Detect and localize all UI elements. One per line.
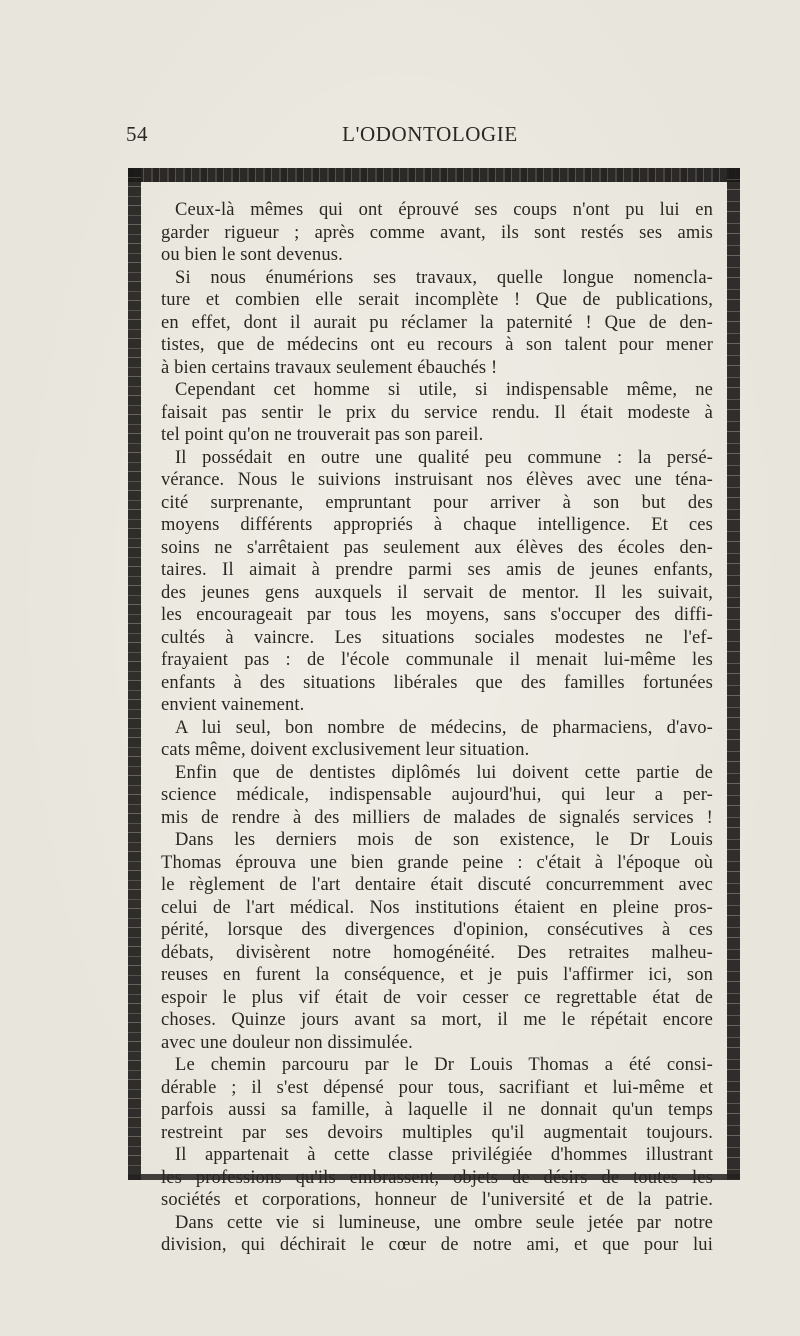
text-line: enfants à des situations libérales que des familles fortunées [161,672,713,693]
text-line: ture et combien elle serait incomplète ! Que de publications, [161,290,713,310]
text-line: des jeunes gens auxquels il servait de mentor. Il les suivait, [161,582,713,603]
text-line: Il appartenait à cette classe privilégiée d'hommes illustrant [175,1145,713,1165]
text-line: vérance. Nous le suivions instruisant nos élèves avec une téna- [161,470,713,490]
text-line: tel point qu'on ne trouverait pas son pareil. [161,425,484,445]
text-line: à bien certains travaux seulement ébauchés ! [161,357,498,378]
border-top [128,168,740,182]
text-line: cité surprenante, empruntant pour arriver à son but des [161,492,713,513]
body-text [161,199,713,1257]
text-line: périté, lorsque des divergences d'opinion, consécutives à ces [161,920,713,940]
text-line: les encourageait par tous les moyens, sans s'occuper des diffi- [161,605,713,625]
text-line: Ceux-là mêmes qui ont éprouvé ses coups n'ont pu lui en [175,200,713,220]
text-line: Dans cette vie si lumineuse, une ombre seule jetée par notre [175,1212,713,1233]
running-title: L'ODONTOLOGIE [342,122,518,146]
text-line: parfois aussi sa famille, à laquelle il ne donnait qu'un temps [161,1100,713,1120]
text-line: Le chemin parcouru par le Dr Louis Thomas a été consi- [175,1055,713,1075]
text-line: espoir le plus vif était de voir cesser ce regrettable état de [161,987,713,1008]
text-line: reuses en furent la conséquence, et je puis l'affirmer ici, son [161,965,713,985]
text-line: faisait pas sentir le prix du service rendu. Il était modeste à [161,402,713,423]
text-line: Thomas éprouva une bien grande peine : c'était à l'époque où [161,852,713,873]
text-line: division, qui déchirait le cœur de notre ami, et que pour lui [161,1235,713,1255]
text-line: science médicale, indispensable aujourd'hui, qui leur a per- [161,785,713,805]
text-line: dérable ; il s'est dépensé pour tous, sacrifiant et lui-même et [161,1077,713,1098]
text-line: taires. Il aimait à prendre parmi ses amis de jeunes enfants, [161,560,713,580]
text-line: Cependant cet homme si utile, si indispensable même, ne [175,380,713,400]
text-line: frayaient pas : de l'école communale il menait lui-même les [161,650,713,670]
text-line: Il possédait en outre une qualité peu commune : la persé- [175,447,713,468]
text-line: tistes, que de médecins ont eu recours à son talent pour mener [161,335,713,355]
text-line: mis de rendre à des milliers de malades de signalés services ! [161,807,713,828]
text-line: celui de l'art médical. Nos institutions étaient en pleine pros- [161,897,713,918]
text-line: débats, divisèrent notre homogénéité. Des retraites malheu- [161,942,713,963]
text-line: cats même, doivent exclusivement leur situation. [161,740,530,760]
text-line: le règlement de l'art dentaire était discuté concurremment avec [161,875,713,895]
text-line: moyens différents appropriés à chaque intelligence. Et ces [161,515,713,535]
text-line: Si nous énumérions ses travaux, quelle longue nomencla- [175,267,713,288]
text-line: A lui seul, bon nombre de médecins, de pharmaciens, d'avo- [175,717,713,738]
running-head [0,122,800,152]
text-line: envient vainement. [161,695,305,715]
text-line: choses. Quinze jours avant sa mort, il me le répétait encore [161,1010,713,1030]
text-line: les professions qu'ils embrassent, objets de désirs de toutes les [161,1167,713,1188]
text-line: sociétés et corporations, honneur de l'université et de la patrie. [161,1190,713,1210]
border-left [128,168,141,1180]
text-line: Enfin que de dentistes diplômés lui doivent cette partie de [175,762,713,783]
text-line: restreint par ses devoirs multiples qu'il augmentait toujours. [161,1122,713,1143]
border-right [727,168,740,1180]
text-line: en effet, dont il aurait pu réclamer la paternité ! Que de den- [161,312,713,333]
text-line: garder rigueur ; après comme avant, ils sont restés ses amis [161,222,713,243]
page-number: 54 [126,122,148,146]
text-line: soins ne s'arrêtaient pas seulement aux élèves des écoles den- [161,537,713,558]
text-line: Dans les derniers mois de son existence, le Dr Louis [175,830,713,850]
text-line: cultés à vaincre. Les situations sociales modestes ne l'ef- [161,627,713,648]
text-line: avec une douleur non dissimulée. [161,1032,413,1053]
text-line: ou bien le sont devenus. [161,245,343,265]
